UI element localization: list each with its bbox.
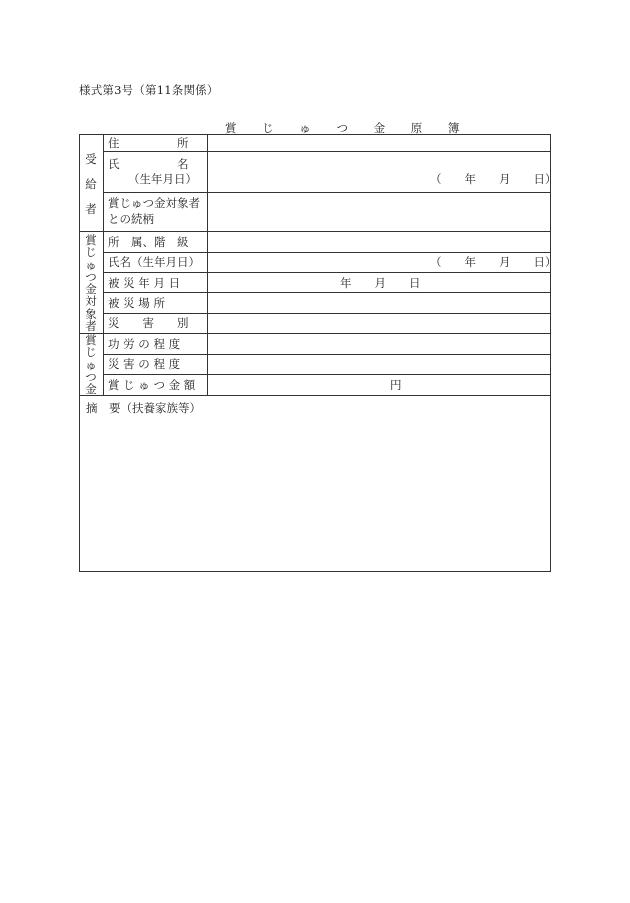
form-number: 様式第3号（第11条関係）	[79, 83, 219, 97]
rule-subject-name-bottom	[103, 272, 551, 273]
recipient-birthdate-value: （ 年 月 日）	[430, 172, 557, 186]
rule-disaster-date-bottom	[103, 292, 551, 293]
address-label: 住 所	[108, 136, 189, 150]
recipient-name-label: 氏 名	[108, 157, 189, 171]
document-title: 賞 じ ゅ つ 金 原 簿	[225, 121, 471, 135]
rule-recipient-bottom	[80, 231, 551, 232]
disaster-date-value: 年 月 日	[340, 276, 421, 290]
register-table	[79, 134, 557, 572]
rule-name-bottom	[103, 192, 551, 193]
rule-subject-bottom	[80, 333, 551, 334]
disaster-place-label: 被 災 場 所	[108, 296, 165, 310]
rule-merit-bottom	[103, 354, 551, 355]
amount-unit: 円	[390, 378, 402, 392]
amount-label: 賞 じ ゅ つ 金 額	[108, 378, 196, 392]
disaster-type-label: 災 害 別	[108, 316, 189, 330]
rule-award-bottom	[80, 395, 551, 396]
merit-label: 功 労 の 程 度	[108, 337, 181, 351]
rule-address-bottom	[103, 151, 551, 152]
relation-label: 賞じゅつ金対象者	[108, 196, 200, 210]
recipient-birthdate-label: （生年月日）	[128, 172, 197, 186]
rule-affiliation-bottom	[103, 252, 551, 253]
summary-label: 摘 要（扶養家族等）	[86, 401, 201, 415]
recipient-group-label: 受 給 者	[85, 152, 97, 216]
disaster-date-label: 被 災 年 月 日	[108, 276, 181, 290]
rule-damage-bottom	[103, 374, 551, 375]
award-group-label: 賞 じ ゅ つ 金	[85, 333, 97, 397]
rule-disaster-place-bottom	[103, 313, 551, 314]
relation-label-line2: との続柄	[108, 212, 154, 226]
subject-name-label: 氏名（生年月日）	[108, 255, 200, 269]
rule-group-column	[103, 135, 104, 395]
damage-label: 災 害 の 程 度	[108, 357, 181, 371]
affiliation-label: 所 属、階 級	[108, 235, 189, 249]
subject-birthdate-value: （ 年 月 日）	[430, 255, 557, 269]
subject-group-label: 賞 じ ゅ つ 金 対 象 者	[85, 233, 97, 334]
rule-label-column	[207, 135, 208, 395]
